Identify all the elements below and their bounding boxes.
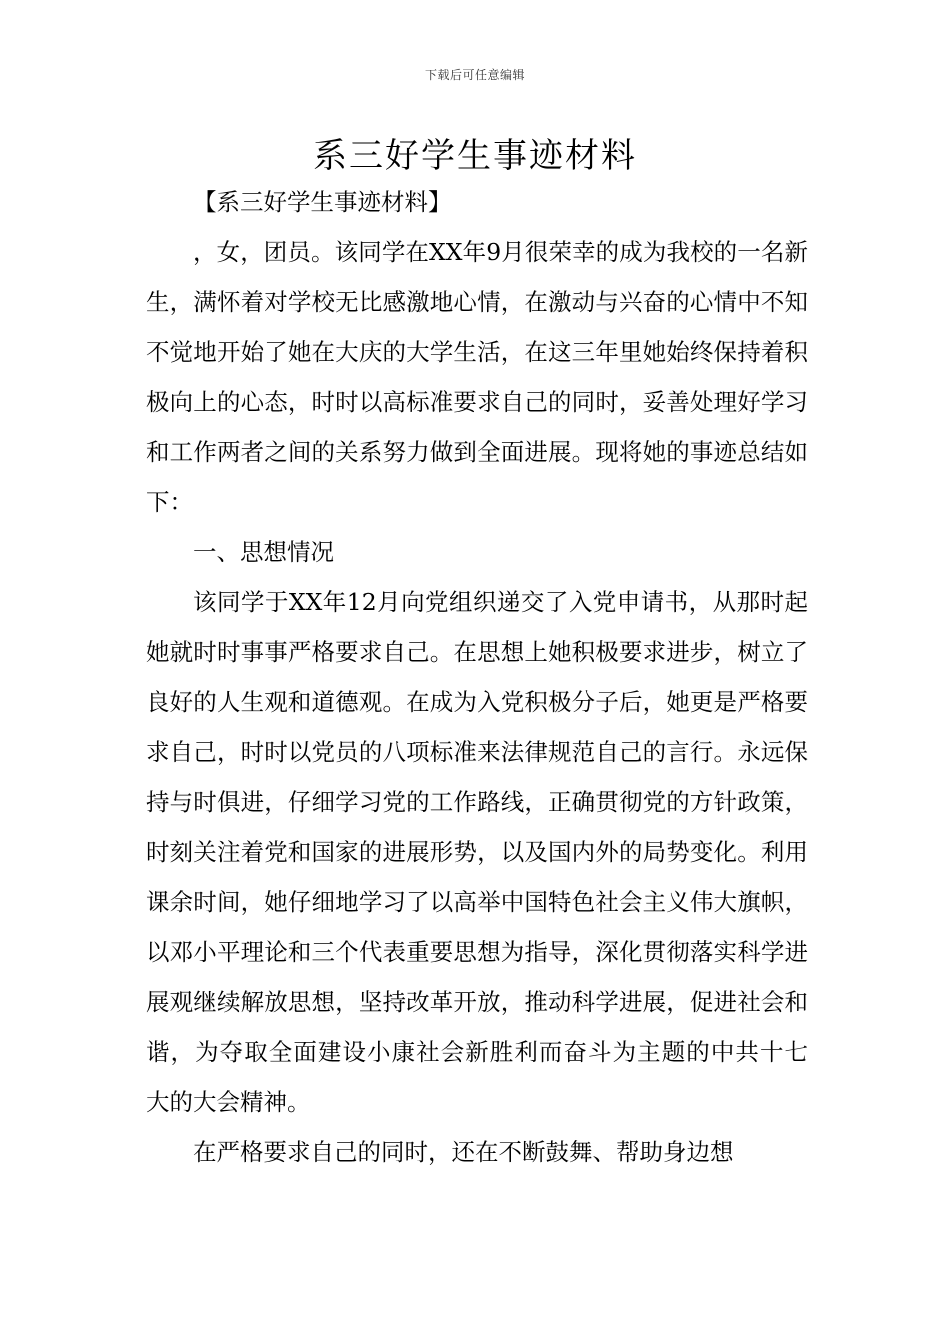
document-body: [146, 177, 808, 1177]
document-title: 系三好学生事迹材料: [313, 136, 637, 176]
section-heading: 一、思想情况: [193, 538, 334, 566]
paragraph-intro: ，女，团员。该同学在XX年9月很荣幸的成为我校的一名新生，满怀着对学校无比感激地心情，在激动与兴奋的心情中不知不觉地开始了她在大庆的大学生活，在这三年里她始终保持着积极向上的心态，时时以高标准要求自己的同时，妥善处理好学习和工作两者之间的关系努力做到全面进展。现将她的事迹总结如下：: [146, 238, 808, 516]
paragraph-continued: 在严格要求自己的同时，还在不断鼓舞、帮助身边想: [193, 1138, 734, 1166]
paragraph-subtitle: 【系三好学生事迹材料】: [193, 188, 452, 216]
header-note: 下载后可任意编辑: [424, 68, 525, 82]
paragraph-thought: 该同学于XX年12月向党组织递交了入党申请书，从那时起她就时时事事严格要求自己。在思想上她积极要求进步，树立了良好的人生观和道德观。在成为入党积极分子后，她更是严格要求自己，时时以党员的八项标准来法律规范自己的言行。永远保持与时俱进，仔细学习党的工作路线，正确贯彻党的方针政策，时刻关注着党和国家的进展形势，以及国内外的局势变化。利用课余时间，她仔细地学习了以高举中国特色社会主义伟大旗帜，以邓小平理论和三个代表重要思想为指导，深化贯彻落实科学进展观继续解放思想，坚持改革开放，推动科学进展，促进社会和谐，为夺取全面建设小康社会新胜利而奋斗为主题的中共十七 大的大会精神。: [146, 588, 808, 1116]
